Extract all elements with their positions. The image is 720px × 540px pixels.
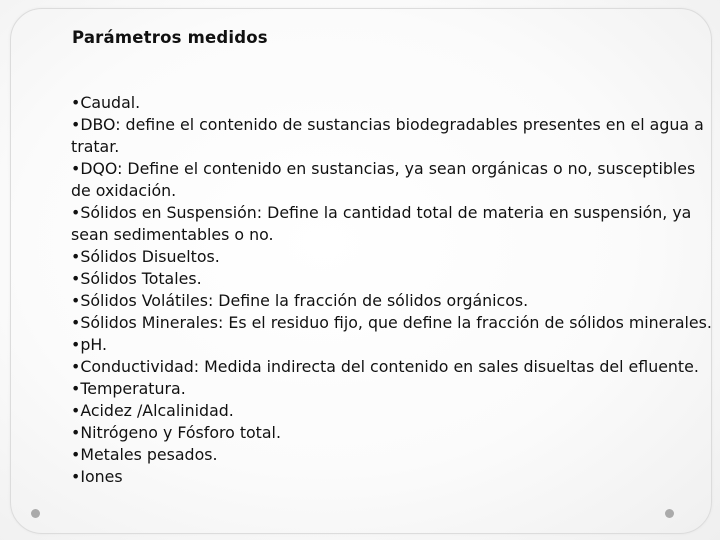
list-item: •Sólidos Volátiles: Define la fracción de sólidos orgánicos. <box>71 291 529 310</box>
list-item: •Metales pesados. <box>71 445 218 464</box>
list-item: •Conductividad: Medida indirecta del contenido en sales disueltas del efluente. <box>71 357 699 376</box>
slide-title: Parámetros medidos <box>72 28 268 47</box>
list-item: •pH. <box>71 335 107 354</box>
list-item: •Sólidos Minerales: Es el residuo fijo, que define la fracción de sólidos minerales. <box>71 313 712 332</box>
list-item: •Sólidos Disueltos. <box>71 247 220 266</box>
list-item: •Sólidos en Suspensión: Define la cantidad total de materia en suspensión, ya sean sedimentables o no. <box>71 203 692 244</box>
list-item: •DQO: Define el contenido en sustancias, ya sean orgánicas o no, susceptibles de oxidación. <box>71 159 696 200</box>
list-item: •Caudal. <box>71 93 141 112</box>
list-item: •DBO: define el contenido de sustancias biodegradables presentes en el agua a tratar. <box>71 115 704 156</box>
slide-dot-left-icon <box>31 509 40 518</box>
list-item: •Temperatura. <box>71 379 186 398</box>
list-item: •Sólidos Totales. <box>71 269 202 288</box>
parameter-list <box>71 92 715 488</box>
list-item: •Acidez /Alcalinidad. <box>71 401 234 420</box>
list-item: •Nitrógeno y Fósforo total. <box>71 423 281 442</box>
slide-dot-right-icon <box>665 509 674 518</box>
list-item: •Iones <box>71 467 123 486</box>
